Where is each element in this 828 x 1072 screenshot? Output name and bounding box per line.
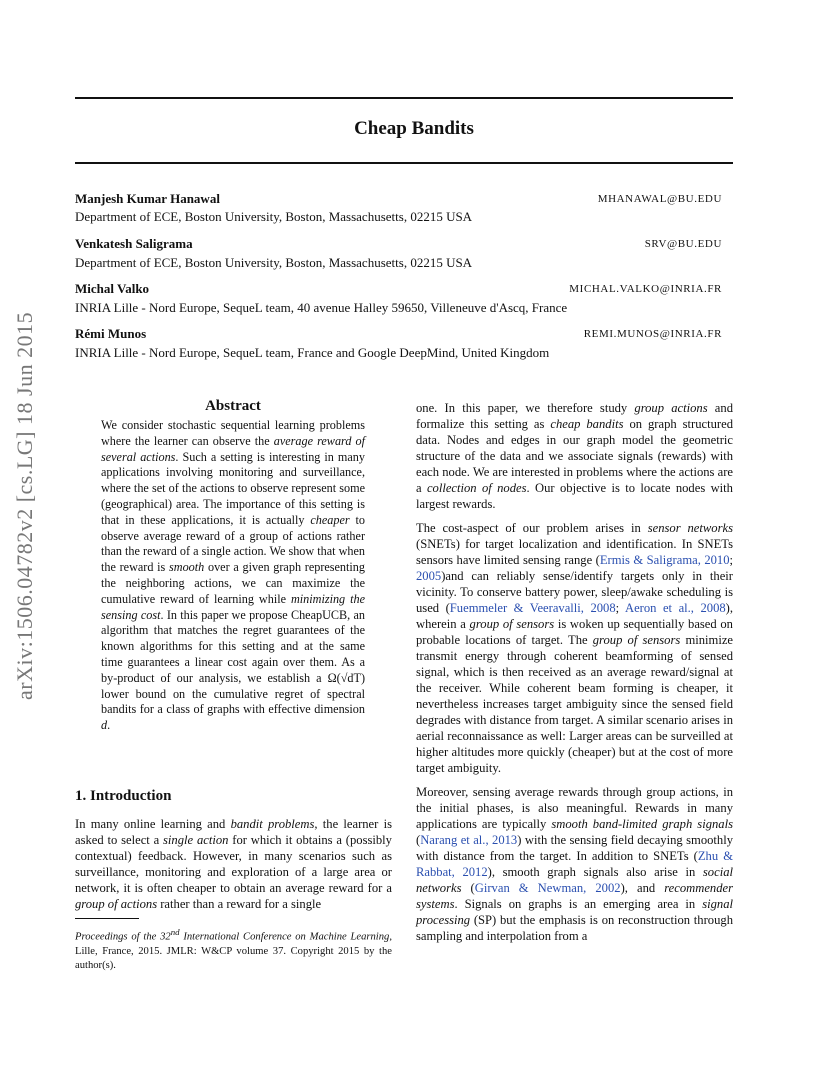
- citation-link[interactable]: Zhu & Rabbat, 2012: [416, 849, 733, 879]
- author-name: Manjesh Kumar Hanawal: [75, 191, 220, 206]
- abstract-heading: Abstract: [205, 398, 261, 414]
- citation-link[interactable]: 2005: [416, 569, 442, 583]
- right-column: [416, 400, 733, 952]
- abstract-text: We consider stochastic sequential learning problems where the learner can observe the average reward of several actions. Such a setting is interesting in many applications involving monitoring and surveillance, where the set of the actions to observe represent some (geographical) area. The importance of this setting is that in these applications, it is actually cheaper to observe average reward of a group of actions rather than the reward of a single action. We show that when the reward is smooth over a given graph representing the neighboring actions, we can maximize the cumulative reward of learning while minimizing the sensing cost. In this paper we propose CheapUCB, an algorithm that matches the regret guarantees of the known algorithms for this setting and at the same time guarantees a linear cost again over them. As a by-product of our analysis, we establish a Ω(√dT) lower bound on the cumulative regret of spectral bandits for a class of graphs with effective dimension d.: [101, 418, 366, 733]
- author-affiliation: Department of ECE, Boston University, Boston, Massachusetts, 02215 USA: [75, 209, 473, 224]
- introduction-heading: 1. Introduction: [75, 788, 172, 804]
- paragraph: one. In this paper, we therefore study group actions and formalize this setting as cheap bandits on graph structured data. Nodes and edges in our graph model the geometric structure of the data and we associate signals (rewards) with each node. We are interested in problems where the actions are a collection of nodes. Our objective is to locate nodes with largest rewards.: [416, 401, 733, 511]
- author-email[interactable]: SRV@BU.EDU: [644, 238, 722, 250]
- citation-link[interactable]: Girvan & Newman, 2002: [474, 881, 621, 895]
- author-email[interactable]: MICHAL.VALKO@INRIA.FR: [569, 283, 722, 295]
- author-email[interactable]: REMI.MUNOS@INRIA.FR: [583, 328, 722, 340]
- author-email[interactable]: MHANAWAL@BU.EDU: [597, 193, 722, 205]
- introduction-paragraph: In many online learning and bandit problems, the learner is asked to select a single action for which it obtains a (possibly contextual) feedback. However, in many scenarios such as surveillance, monitoring and exploration of a large area or network, it is often cheaper to obtain an average reward for a group of actions rather than a reward for a single: [75, 817, 392, 911]
- citation-link[interactable]: Narang et al., 2013: [420, 833, 518, 847]
- author-affiliation: INRIA Lille - Nord Europe, SequeL team, France and Google DeepMind, United Kingdom: [75, 345, 550, 360]
- paragraph: Moreover, sensing average rewards through group actions, in the initial phases, is also meaningful. Rewards in many applications are typically smooth band-limited graph signals (Narang et al., 2013) with the sensing field decaying smoothly with distance from the target. In addition to SNETs (Zhu & Rabbat, 2012), smooth graph signals also arise in social networks (Girvan & Newman, 2002), and recommender systems. Signals on graphs is an emerging area in signal processing (SP) but the emphasis is on reconstruction through sampling and interpolation from a: [416, 785, 734, 943]
- paper-title: Cheap Bandits: [354, 118, 474, 139]
- footnote: Proceedings of the 32nd International Conference on Machine Learning, Lille, France, 2015. JMLR: W&CP volume 37. Copyright 2015 by the author(s).: [75, 927, 392, 971]
- author-affiliation: Department of ECE, Boston University, Boston, Massachusetts, 02215 USA: [75, 255, 473, 270]
- arxiv-identifier-stamp: arXiv:1506.04782v2 [cs.LG] 18 Jun 2015: [12, 311, 37, 700]
- paragraph: The cost-aspect of our problem arises in sensor networks (SNETs) for target localization and identification. In SNETs sensors have limited sensing range (Ermis & Saligrama, 2010; 2005)and can reliably sense/identify targets only in their vicinity. To conserve battery power, sleep/awake scheduling is used (Fuemmeler & Veeravalli, 2008; Aeron et al., 2008), wherein a group of sensors is woken up sequentially based on probable locations of target. The group of sensors minimize transmit energy through coherent beamforming of sensed signal, which is then received as an average reward/signal at the receiver. While coherent beam forming is cheaper, it nevertheless increases target ambiguity since the sensed field degrades with distance from target. A similar scenario arises in aerial reconnaissance as well: Larger areas can be surveilled at higher altitudes more quickly (cheaper) but at the cost of more target ambiguity.: [416, 521, 734, 775]
- citation-link[interactable]: Ermis & Saligrama, 2010: [599, 553, 730, 567]
- author-affiliation: INRIA Lille - Nord Europe, SequeL team, 40 avenue Halley 59650, Villeneuve d'Ascq, France: [75, 300, 568, 315]
- author-name: Michal Valko: [75, 281, 150, 296]
- citation-link[interactable]: Fuemmeler & Veeravalli, 2008: [449, 601, 616, 615]
- title-bottom-rule: [75, 162, 733, 164]
- author-name: Venkatesh Saligrama: [75, 236, 193, 251]
- author-name: Rémi Munos: [75, 326, 147, 341]
- title-top-rule: [75, 97, 733, 99]
- citation-link[interactable]: Aeron et al., 2008: [624, 601, 726, 615]
- footnote-rule: [75, 918, 139, 919]
